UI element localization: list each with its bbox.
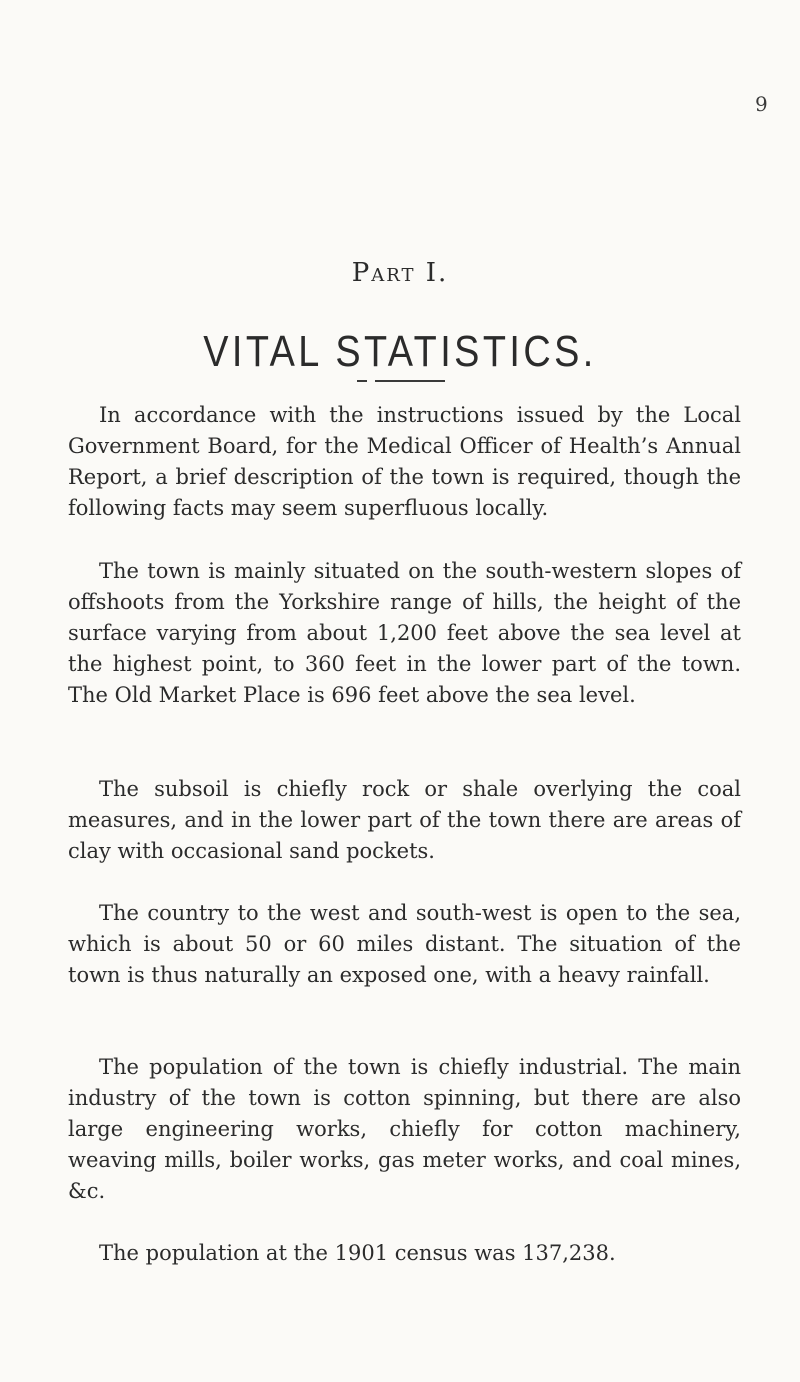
part-heading: Part I.	[351, 258, 449, 288]
page-number: 9	[755, 92, 768, 116]
paragraph-town-situation: The town is mainly situated on the south-western slopes of offshoots from the Yorkshire range of hills, the height of the surface varying from about 1,200 feet above the sea level at the highest point, to 360 feet in the lower part of the town. The Old Market Place is 696 feet above the sea level.	[68, 559, 741, 707]
paragraph-subsoil: The subsoil is chiefly rock or shale overlying the coal measures, and in the lower part of the town there are areas of clay with occasional sand pockets.	[68, 777, 741, 863]
paragraph-industry: The population of the town is chiefly industrial. The main industry of the town is cotton spinning, but there are also large engineering works, chiefly for cotton machinery, weaving mills, boiler works, gas meter works, and coal mines, &c.	[68, 1055, 741, 1203]
paragraph-census: The population at the 1901 census was 137,238.	[99, 1241, 616, 1265]
section-divider	[357, 380, 445, 382]
paragraph-report-instructions: In accordance with the instructions issued by the Local Government Board, for the Medical Officer of Health’s Annual Report, a brief description of the town is required, though the following facts may seem superfluous locally.	[68, 403, 741, 520]
page-title: VITAL STATISTICS.	[203, 327, 597, 377]
paragraph-climate: The country to the west and south-west is open to the sea, which is about 50 or 60 miles distant. The situation of the town is thus naturally an exposed one, with a heavy rainfall.	[68, 901, 741, 987]
